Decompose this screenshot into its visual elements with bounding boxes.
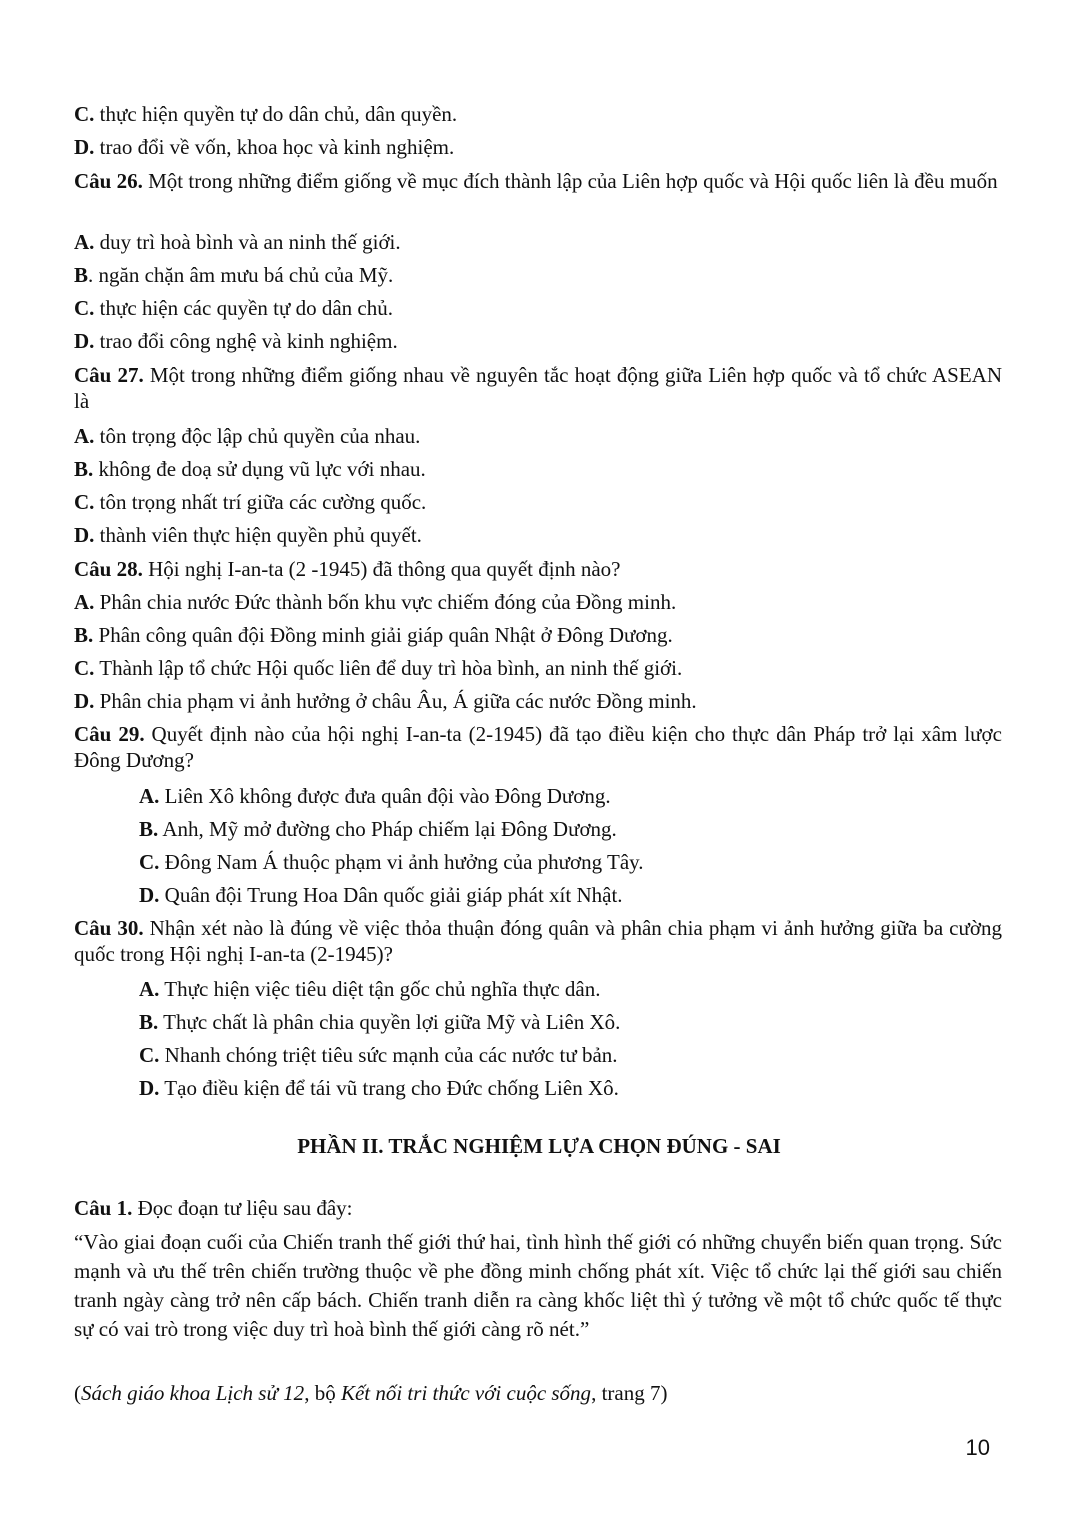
option-b-q29 bbox=[139, 816, 617, 842]
option-text: Thành lập tổ chức Hội quốc liên để duy trì hòa bình, an ninh thế giới. bbox=[94, 656, 683, 680]
question-stem: Nhận xét nào là đúng về việc thỏa thuận đóng quân và phân chia phạm vi ảnh hưởng giữa ba cường quốc trong Hội nghị I-an-ta (2-1945)? bbox=[74, 916, 1002, 966]
option-letter: B. bbox=[139, 817, 159, 841]
option-text: Liên Xô không được đưa quân đội vào Đông Dương. bbox=[159, 784, 611, 808]
question-number: Câu 30. bbox=[74, 916, 144, 940]
option-text: . ngăn chặn âm mưu bá chủ của Mỹ. bbox=[88, 263, 394, 287]
option-letter: D. bbox=[74, 135, 95, 159]
option-a-q26 bbox=[74, 229, 401, 255]
question-stem: Quyết định nào của hội nghị I-an-ta (2-1945) đã tạo điều kiện cho thực dân Pháp trở lại xâm lược Đông Dương? bbox=[74, 722, 1002, 772]
option-text: Thực hiện việc tiêu diệt tận gốc chủ nghĩa thực dân. bbox=[159, 977, 601, 1001]
citation-book: Sách giáo khoa Lịch sử 12 bbox=[81, 1381, 305, 1405]
source-citation bbox=[74, 1380, 667, 1406]
question-1-part2 bbox=[74, 1195, 353, 1221]
option-letter: B bbox=[74, 263, 89, 287]
question-26 bbox=[74, 168, 1002, 194]
option-letter: C. bbox=[74, 490, 95, 514]
option-text: trao đổi công nghệ và kinh nghiệm. bbox=[94, 329, 398, 353]
option-c-q30 bbox=[139, 1042, 618, 1068]
citation-end: , trang 7) bbox=[591, 1381, 668, 1405]
option-text: Quân đội Trung Hoa Dân quốc giải giáp phát xít Nhật. bbox=[159, 883, 623, 907]
option-text: duy trì hoà bình và an ninh thế giới. bbox=[94, 230, 401, 254]
option-text: Tạo điều kiện để tái vũ trang cho Đức chống Liên Xô. bbox=[159, 1076, 619, 1100]
option-c-q26 bbox=[74, 295, 393, 321]
option-letter: A. bbox=[74, 230, 95, 254]
option-text: Phân chia nước Đức thành bốn khu vực chiếm đóng của Đồng minh. bbox=[94, 590, 677, 614]
option-text: không đe doạ sử dụng vũ lực với nhau. bbox=[93, 457, 426, 481]
option-letter: C. bbox=[74, 656, 95, 680]
option-d-q29 bbox=[139, 882, 623, 908]
option-letter: D. bbox=[74, 329, 95, 353]
option-c-q29 bbox=[139, 849, 644, 875]
option-text: trao đổi về vốn, khoa học và kinh nghiệm. bbox=[94, 135, 455, 159]
question-number: Câu 1. bbox=[74, 1196, 133, 1220]
page-number: 10 bbox=[965, 1435, 990, 1460]
option-letter: B. bbox=[74, 623, 94, 647]
option-text: Phân chia phạm vi ảnh hưởng ở châu Âu, Á giữa các nước Đồng minh. bbox=[94, 689, 697, 713]
option-text: Phân công quân đội Đồng minh giải giáp quân Nhật ở Đông Dương. bbox=[93, 623, 673, 647]
option-c-q28 bbox=[74, 655, 682, 681]
option-text: Đông Nam Á thuộc phạm vi ảnh hưởng của phương Tây. bbox=[159, 850, 644, 874]
question-number: Câu 26. bbox=[74, 169, 143, 193]
option-d-q30 bbox=[139, 1075, 619, 1101]
question-stem: Đọc đoạn tư liệu sau đây: bbox=[132, 1196, 353, 1220]
option-letter: D. bbox=[74, 523, 95, 547]
citation-open: ( bbox=[74, 1381, 81, 1405]
option-c-q25 bbox=[74, 101, 457, 127]
question-27 bbox=[74, 362, 1002, 414]
option-letter: B. bbox=[74, 457, 94, 481]
section-heading: PHẦN II. TRẮC NGHIỆM LỰA CHỌN ĐÚNG - SAI bbox=[297, 1134, 781, 1158]
option-letter: D. bbox=[139, 883, 160, 907]
option-letter: B. bbox=[139, 1010, 159, 1034]
option-d-q25 bbox=[74, 134, 454, 160]
option-d-q28 bbox=[74, 688, 697, 714]
option-letter: A. bbox=[74, 590, 95, 614]
citation-mid: , bộ bbox=[304, 1381, 341, 1405]
question-number: Câu 27. bbox=[74, 363, 144, 387]
option-b-q28 bbox=[74, 622, 673, 648]
option-letter: A. bbox=[139, 977, 160, 1001]
option-a-q27 bbox=[74, 423, 420, 449]
option-text: thực hiện các quyền tự do dân chủ. bbox=[94, 296, 394, 320]
source-passage: “Vào giai đoạn cuối của Chiến tranh thế giới thứ hai, tình hình thế giới có những chuyển biến quan trọng. Sức mạnh và ưu thế trên chiến trường thuộc về phe đồng minh chống phát xít. Việc tổ chức lại thế giới sau chiến tranh ngày càng trở nên cấp bách. Chiến tranh diễn ra càng khốc liệt thì ý tưởng về một tổ chức quốc tế thực sự có vai trò trong việc duy trì hoà bình thế giới càng rõ nét.” bbox=[74, 1230, 1002, 1341]
option-d-q27 bbox=[74, 522, 422, 548]
option-text: thành viên thực hiện quyền phủ quyết. bbox=[94, 523, 422, 547]
question-30 bbox=[74, 915, 1002, 967]
option-d-q26 bbox=[74, 328, 398, 354]
option-text: Anh, Mỹ mở đường cho Pháp chiếm lại Đông Dương. bbox=[158, 817, 617, 841]
citation-series: Kết nối tri thức với cuộc sống bbox=[340, 1381, 592, 1405]
option-letter: A. bbox=[74, 424, 95, 448]
option-letter: A. bbox=[139, 784, 160, 808]
option-text: tôn trọng độc lập chủ quyền của nhau. bbox=[94, 424, 421, 448]
question-number: Câu 29. bbox=[74, 722, 145, 746]
option-letter: C. bbox=[139, 1043, 160, 1067]
option-a-q30 bbox=[139, 976, 601, 1002]
question-29 bbox=[74, 721, 1002, 773]
option-letter: C. bbox=[139, 850, 160, 874]
option-text: thực hiện quyền tự do dân chủ, dân quyền. bbox=[94, 102, 458, 126]
option-a-q28 bbox=[74, 589, 676, 615]
question-28 bbox=[74, 556, 621, 582]
option-b-q27 bbox=[74, 456, 426, 482]
option-text: tôn trọng nhất trí giữa các cường quốc. bbox=[94, 490, 427, 514]
option-text: Thực chất là phân chia quyền lợi giữa Mỹ và Liên Xô. bbox=[158, 1010, 621, 1034]
option-letter: C. bbox=[74, 296, 95, 320]
question-stem: Một trong những điểm giống nhau về nguyên tắc hoạt động giữa Liên hợp quốc và tổ chức ASEAN là bbox=[74, 363, 1002, 413]
question-number: Câu 28. bbox=[74, 557, 143, 581]
question-stem: Một trong những điểm giống về mục đích thành lập của Liên hợp quốc và Hội quốc liên là đều muốn bbox=[142, 169, 998, 193]
option-letter: D. bbox=[74, 689, 95, 713]
question-stem: Hội nghị I-an-ta (2 -1945) đã thông qua quyết định nào? bbox=[142, 557, 621, 581]
option-b-q26 bbox=[74, 262, 393, 288]
option-c-q27 bbox=[74, 489, 426, 515]
option-text: Nhanh chóng triệt tiêu sức mạnh của các nước tư bản. bbox=[159, 1043, 618, 1067]
option-b-q30 bbox=[139, 1009, 620, 1035]
option-letter: D. bbox=[139, 1076, 160, 1100]
option-letter: C. bbox=[74, 102, 95, 126]
option-a-q29 bbox=[139, 783, 611, 809]
